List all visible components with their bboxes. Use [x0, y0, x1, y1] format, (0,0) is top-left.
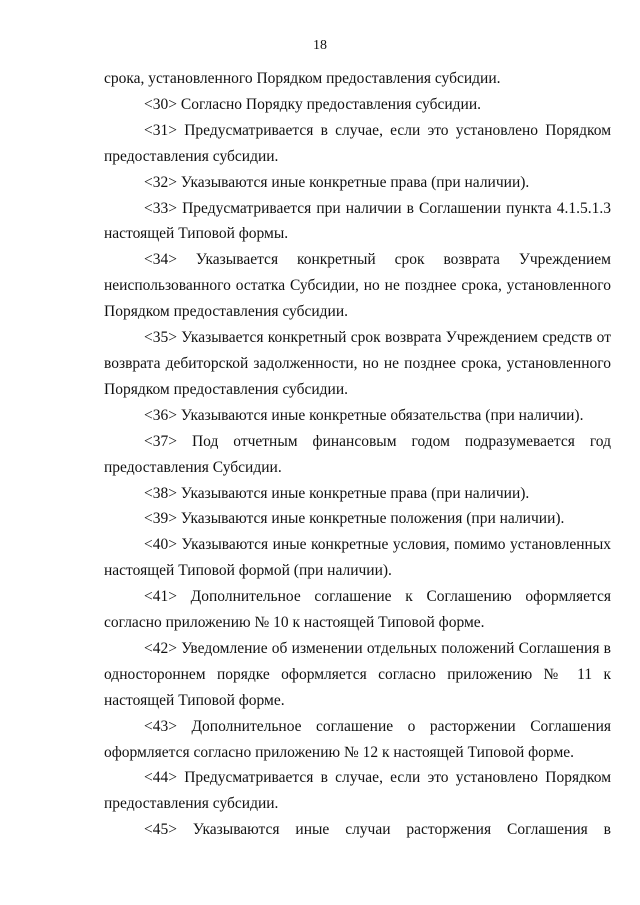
- footnote-31: <31> Предусматривается в случае, если это установлено Порядком предоставления субсидии.: [104, 121, 611, 165]
- footnote-43: <43> Дополнительное соглашение о расторжении Соглашения оформляется согласно приложению № 12 к настоящей Типовой форме.: [104, 717, 611, 761]
- footnote-30: <30> Согласно Порядку предоставления субсидии.: [144, 95, 481, 113]
- footnote-45: <45> Указываются иные случаи расторжения Соглашения в: [144, 821, 611, 839]
- footnote-33: <33> Предусматривается при наличии в Соглашении пункта 4.1.5.1.3 настоящей Типовой формы.: [104, 199, 611, 243]
- footnote-44: <44> Предусматривается в случае, если это установлено Порядком предоставления субсидии.: [104, 769, 611, 813]
- footnote-39: <39> Указываются иные конкретные положения (при наличии).: [144, 510, 565, 528]
- footnote-37: <37> Под отчетным финансовым годом подразумевается год предоставления Субсидии.: [104, 432, 611, 476]
- footnote-42: <42> Уведомление об изменении отдельных положений Соглашения в одностороннем порядке оформляется согласно приложению № 11 к настоящей Типовой форме.: [104, 639, 611, 709]
- footnote-38: <38> Указываются иные конкретные права (при наличии).: [144, 484, 530, 502]
- footnote-36: <36> Указываются иные конкретные обязательства (при наличии).: [144, 406, 584, 424]
- page-number: 18: [313, 38, 327, 53]
- footnote-35: <35> Указывается конкретный срок возврата Учреждением средств от возврата дебиторской задолженности, но не позднее срока, установленного Порядком предоставления субсидии.: [104, 329, 611, 398]
- paragraph-continuation: срока, установленного Порядком предоставления субсидии.: [104, 70, 501, 87]
- footnotes-text: [104, 66, 611, 843]
- footnote-41: <41> Дополнительное соглашение к Соглашению оформляется согласно приложению № 10 к настоящей Типовой форме.: [104, 588, 611, 632]
- footnote-40: <40> Указываются иные конкретные условия, помимо установленных настоящей Типовой формой (при наличии).: [104, 536, 611, 580]
- footnote-34: <34> Указывается конкретный срок возврата Учреждением неиспользованного остатка Субсидии, но не позднее срока, установленного Порядком предоставления субсидии.: [104, 251, 611, 321]
- footnote-32: <32> Указываются иные конкретные права (при наличии).: [144, 173, 530, 191]
